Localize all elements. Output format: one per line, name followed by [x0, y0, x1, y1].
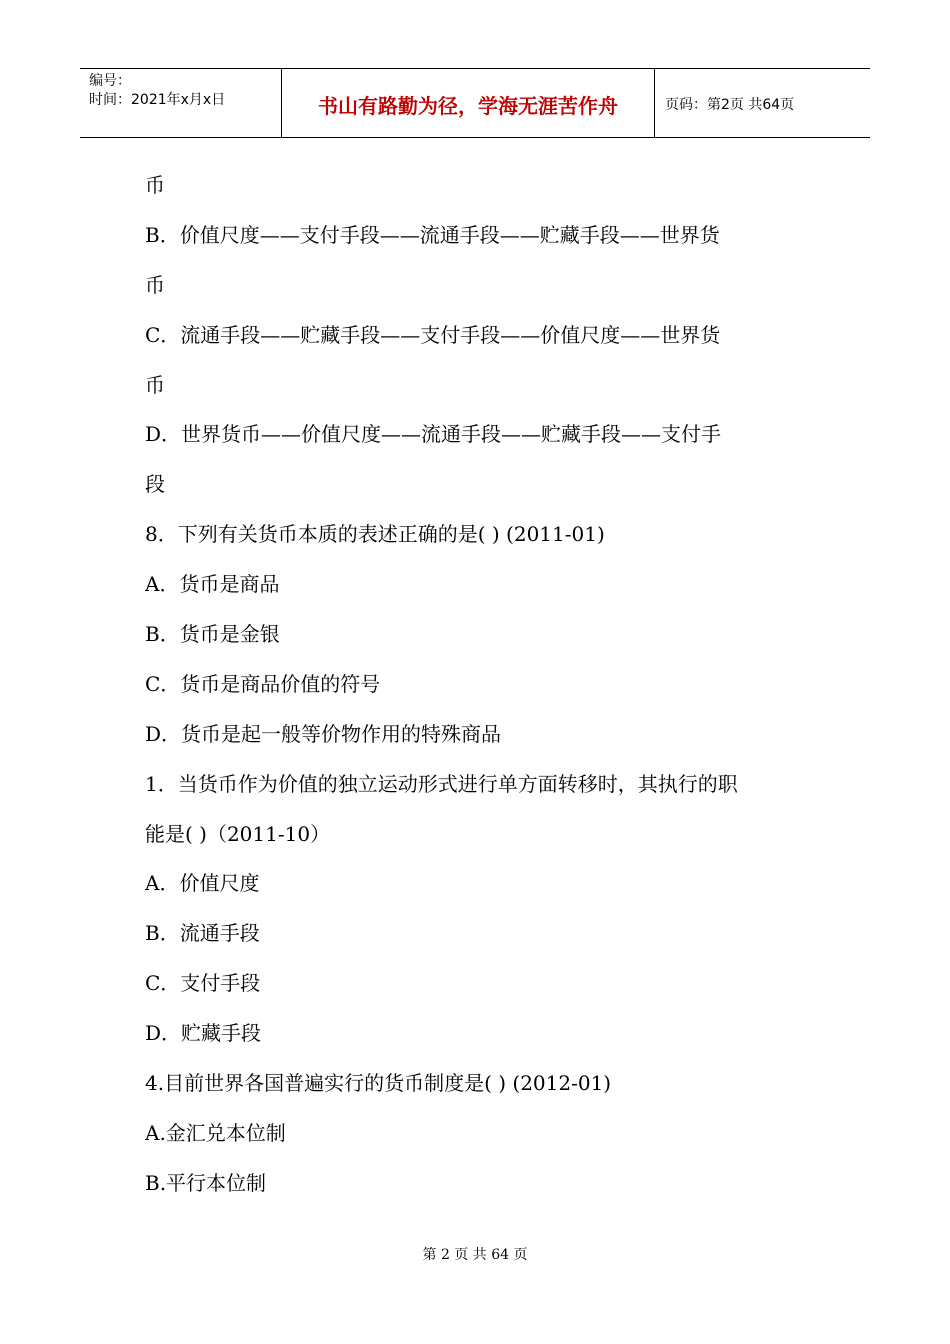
option-d: D．贮藏手段	[145, 1021, 262, 1046]
question-8: 8．下列有关货币本质的表述正确的是( ) (2011-01)	[145, 522, 605, 547]
page-footer: 第 2 页 共 64 页	[422, 1247, 528, 1263]
option-b: B.平行本位制	[145, 1170, 267, 1195]
text-line: B．价值尺度——支付手段——流通手段——贮藏手段——世界货	[145, 222, 720, 247]
option-a: A．货币是商品	[145, 572, 280, 597]
number-label: 编号：	[89, 73, 131, 89]
time-label: 时间：2021年x月x日	[89, 92, 226, 108]
option-d: D．货币是起一般等价物作用的特殊商品	[145, 721, 502, 746]
text-line: D．世界货币——价值尺度——流通手段——贮藏手段——支付手	[145, 422, 722, 447]
document-body	[145, 161, 810, 1209]
option-c: C．支付手段	[145, 971, 261, 996]
text-line: 币	[145, 372, 165, 397]
question-1-cont: 能是( )（2011-10）	[145, 821, 331, 846]
page-header	[80, 68, 870, 138]
option-a: A．价值尺度	[145, 871, 260, 896]
header-page-info: 页码：第2页 共64页	[665, 96, 795, 113]
option-c: C．货币是商品价值的符号	[145, 671, 381, 696]
option-b: B．货币是金银	[145, 622, 280, 647]
header-meta	[80, 69, 282, 137]
text-line: 段	[145, 472, 165, 497]
text-line: C．流通手段——贮藏手段——支付手段——价值尺度——世界货	[145, 322, 721, 347]
header-motto: 书山有路勤为径，学海无涯苦作舟	[282, 69, 655, 137]
text-line: 币	[145, 272, 165, 297]
question-1: 1．当货币作为价值的独立运动形式进行单方面转移时，其执行的职	[145, 771, 738, 796]
question-4: 4.目前世界各国普遍实行的货币制度是( ) (2012-01)	[145, 1071, 612, 1096]
option-b: B．流通手段	[145, 921, 260, 946]
text-line: 币	[145, 173, 165, 197]
option-a: A.金汇兑本位制	[145, 1120, 286, 1145]
